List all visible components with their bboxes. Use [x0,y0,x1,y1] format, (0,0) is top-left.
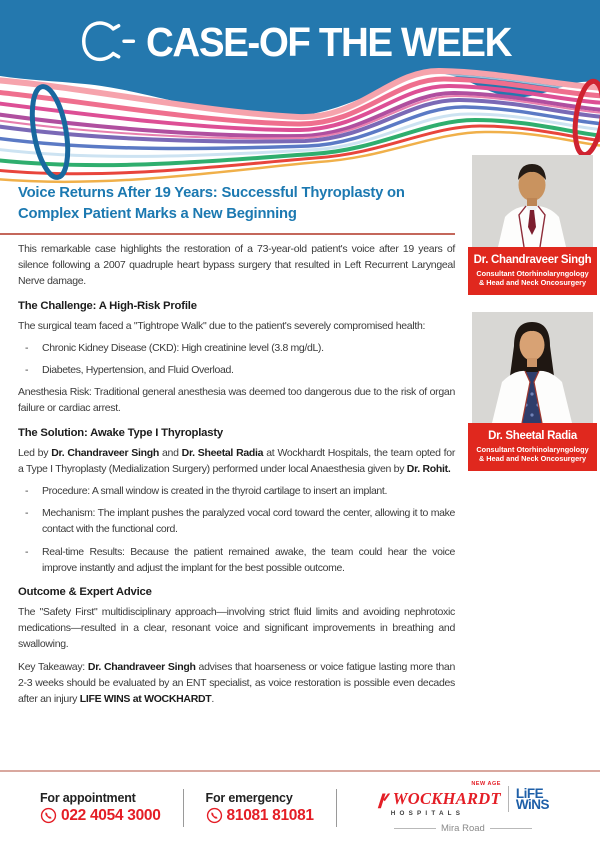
phone-icon [206,807,223,824]
doctor-photo [472,155,593,247]
hospitals-label: HOSPITALS [390,810,465,817]
anesthesia-paragraph: Anesthesia Risk: Traditional general anesthesia was deemed too dangerous due to the risk of organ failure or cardiac arrest. [18,386,455,415]
doctor-specialty: Consultant Otorhinolaryngology & Head and Neck Oncosurgery [476,269,589,287]
doctor-card-sheetal-radia [468,312,597,471]
emergency-label: For emergency [205,790,293,805]
challenge-intro: The surgical team faced a "Tightrope Walk" due to the patient's severely compromised health: [18,319,426,332]
masthead [60,10,550,74]
footer-divider [336,789,337,827]
doctor-name-inline: Dr. Sheetal Radia [181,446,264,459]
wockhardt-name: WOCKHARDT [392,789,501,808]
brand-divider [508,786,509,812]
life-wins-inline: LIFE WINS at WOCKHARDT [79,693,212,706]
outcome-heading: Outcome & Expert Advice [18,586,152,599]
appointment-label: For appointment [40,790,136,805]
female-doctor-avatar [472,312,593,423]
footer-divider [183,789,184,827]
takeaway-paragraph: Key Takeaway: Dr. Chandraveer Singh advises that hoarseness or voice fatigue lasting more than 2-3 weeks should be evaluated by an ENT specialist, as voice restoration is possible even decades after an injury LIFE WINS at WOCKHARDT. [18,660,455,706]
emergency-block [206,791,314,825]
appointment-block [40,791,161,825]
footer [0,770,600,849]
doctor-name: Dr. Sheetal Radia [488,430,577,442]
location-label: Mira Road [440,823,485,834]
life-wins-logo: LiFE WiNS [515,785,550,812]
doctor-banner [468,247,597,295]
doctor-name-inline: Dr. Chandraveer Singh [87,660,196,673]
article-title: Voice Returns After 19 Years: Successful Thyroplasty on Complex Patient Marks a New Beginning [18,185,405,222]
appointment-phone[interactable]: 022 4054 3000 [40,807,161,825]
doctor-specialty: Consultant Otorhinolaryngology & Head and Neck Oncosurgery [476,445,589,463]
challenge-bullet: - Diabetes, Hypertension, and Fluid Overload. [25,364,234,377]
wockhardt-flag-icon [377,792,391,809]
location-row [377,823,549,834]
solution-heading: The Solution: Awake Type I Thyroplasty [18,426,223,439]
solution-bullet: - Procedure: A small window is created in the thyroid cartilage to insert an implant. [25,485,388,498]
doctor-photo [472,312,593,423]
stethoscope-icon [76,16,138,68]
article-body [18,183,455,713]
wockhardt-brand-block [377,781,549,834]
doctor-name: Dr. Chandraveer Singh [473,254,592,266]
challenge-heading: The Challenge: A High-Risk Profile [18,299,197,312]
phone-icon [40,807,57,824]
solution-lead-paragraph: Led by Dr. Chandraveer Singh and Dr. Sheetal Radia at Wockhardt Hospitals, the team opted for a Type I Thyroplasty (Medialization Surgery) performed under local Anaesthesia given by Dr. Rohit. [18,446,456,475]
outcome-paragraph: The "Safety First" multidisciplinary approach—involving strict fluid limits and avoiding nephrotoxic medications—resulted in a clear, resonant voice and significant improvements in breathing and swallowing. [18,606,455,651]
title-divider [0,233,455,235]
solution-bullet: - Mechanism: The implant pushes the paralyzed vocal cord toward the center, allowing it to make contact with the functional cord. [25,507,455,536]
doctor-name-inline: Dr. Rohit. [406,462,451,475]
doctor-card-chandraveer-singh [468,155,597,295]
intro-paragraph: This remarkable case highlights the restoration of a 73-year-old patient's voice after 19 years of silence following a 2007 quadruple heart bypass surgery that resulted in Left Recurrent Laryngeal Nerve damage. [18,243,455,288]
new-age-label: NEW AGE [471,781,501,787]
emergency-phone[interactable]: 81081 81081 [206,807,314,825]
male-doctor-avatar [472,155,593,247]
doctor-name-inline: Dr. Chandraveer Singh [51,446,159,459]
challenge-bullet: - Chronic Kidney Disease (CKD): High creatinine level (3.8 mg/dL). [25,341,324,354]
wockhardt-wordmark [377,781,501,817]
doctor-banner [468,423,597,471]
masthead-title: CASE-OF THE WEEK [145,18,511,65]
solution-bullet: - Real-time Results: Because the patient remained awake, the team could hear the voice improve instantly and adjust the implant for the best possible outcome. [25,545,455,574]
